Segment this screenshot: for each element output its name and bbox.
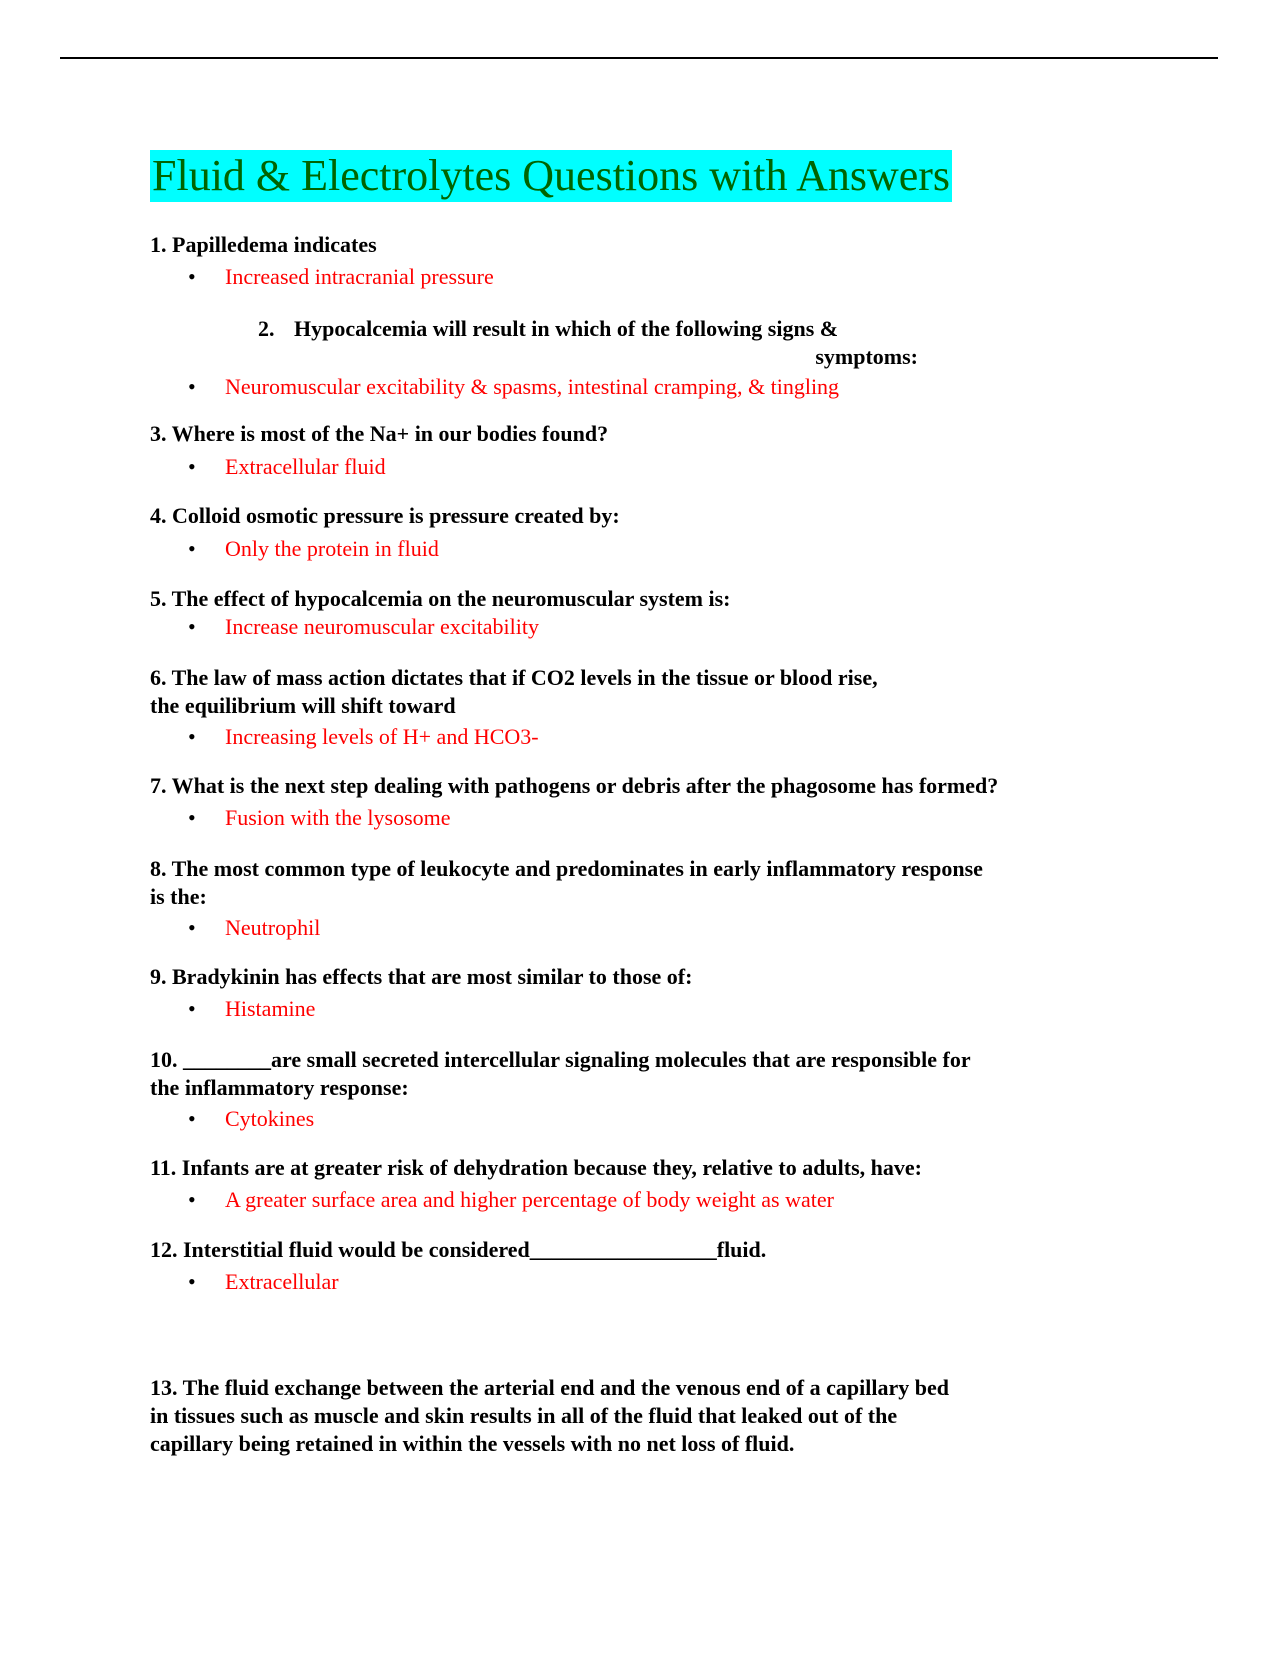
bullet-icon: • <box>188 996 196 1021</box>
bullet-icon: • <box>188 1106 196 1131</box>
answer-text: Increase neuromuscular excitability <box>225 614 539 639</box>
question-4 <box>150 502 620 530</box>
question-text: 7. What is the next step dealing with pathogens or debris after the phagosome has formed? <box>150 773 999 798</box>
bullet-icon: • <box>188 374 196 399</box>
answer-6 <box>188 723 539 751</box>
answer-5 <box>188 613 539 641</box>
question-text: 3. Where is most of the Na+ in our bodies found? <box>150 421 609 446</box>
answer-2 <box>188 373 839 401</box>
question-text-continued: capillary being retained in within the vessels with no net loss of fluid. <box>150 1431 795 1456</box>
question-8 <box>150 855 983 911</box>
question-text: 9. Bradykinin has effects that are most similar to those of: <box>150 964 693 989</box>
answer-4 <box>188 535 439 563</box>
answer-text: A greater surface area and higher percentage of body weight as water <box>225 1187 834 1212</box>
answer-text: Increasing levels of H+ and HCO3- <box>225 724 539 749</box>
answer-text: Extracellular <box>225 1269 339 1294</box>
answer-7 <box>188 804 451 832</box>
question-12 <box>150 1236 766 1264</box>
question-5 <box>150 585 731 613</box>
question-text: 10. ________are small secreted intercellular signaling molecules that are responsible for <box>150 1047 971 1072</box>
question-text: 12. Interstitial fluid would be considered_________________fluid. <box>150 1237 767 1262</box>
header-rule <box>60 57 1218 59</box>
answer-9 <box>188 995 315 1023</box>
document-title: Fluid & Electrolytes Questions with Answers <box>152 151 951 200</box>
bullet-icon: • <box>188 1269 196 1294</box>
bullet-icon: • <box>188 536 196 561</box>
bullet-icon: • <box>188 614 196 639</box>
answer-10 <box>188 1105 314 1133</box>
question-text: 1. Papilledema indicates <box>150 232 377 257</box>
answer-3 <box>188 453 386 481</box>
question-10 <box>150 1046 971 1102</box>
answer-text: Increased intracranial pressure <box>225 264 494 289</box>
question-text: 4. Colloid osmotic pressure is pressure created by: <box>150 503 620 528</box>
answer-text: Extracellular fluid <box>225 454 386 479</box>
question-text-continued: is the: <box>150 884 207 909</box>
answer-text: Cytokines <box>225 1106 315 1131</box>
bullet-icon: • <box>188 915 196 940</box>
bullet-icon: • <box>188 1187 196 1212</box>
question-text: 11. Infants are at greater risk of dehydration because they, relative to adults, have: <box>150 1155 922 1180</box>
answer-text: Histamine <box>225 996 316 1021</box>
question-text-continued: symptoms: <box>815 344 918 369</box>
question-text-continued: the inflammatory response: <box>150 1075 409 1100</box>
answer-8 <box>188 914 320 942</box>
question-text: 6. The law of mass action dictates that if CO2 levels in the tissue or blood rise, <box>150 665 878 690</box>
answer-text: Fusion with the lysosome <box>225 805 451 830</box>
answer-1 <box>188 263 494 291</box>
question-text-continued: in tissues such as muscle and skin results in all of the fluid that leaked out of the <box>150 1403 898 1428</box>
question-6 <box>150 664 878 720</box>
answer-12 <box>188 1268 339 1296</box>
question-9 <box>150 963 692 991</box>
question-11 <box>150 1154 922 1182</box>
answer-text: Neuromuscular excitability & spasms, intestinal cramping, & tingling <box>225 374 840 399</box>
question-3 <box>150 420 608 448</box>
question-text: 5. The effect of hypocalcemia on the neuromuscular system is: <box>150 586 731 611</box>
question-number: 2. <box>258 316 275 341</box>
bullet-icon: • <box>188 454 196 479</box>
question-1 <box>150 231 377 259</box>
question-2 <box>258 315 918 371</box>
question-text: 8. The most common type of leukocyte and predominates in early inflammatory response <box>150 856 983 881</box>
question-13 <box>150 1374 949 1458</box>
answer-11 <box>188 1186 834 1214</box>
answer-text: Neutrophil <box>225 915 321 940</box>
question-7 <box>150 772 998 800</box>
question-text-continued: the equilibrium will shift toward <box>150 693 456 718</box>
question-text: 13. The fluid exchange between the arterial end and the venous end of a capillary bed <box>150 1375 949 1400</box>
bullet-icon: • <box>188 264 196 289</box>
question-text: Hypocalcemia will result in which of the following signs & <box>294 316 839 341</box>
bullet-icon: • <box>188 724 196 749</box>
bullet-icon: • <box>188 805 196 830</box>
answer-text: Only the protein in fluid <box>225 536 439 561</box>
